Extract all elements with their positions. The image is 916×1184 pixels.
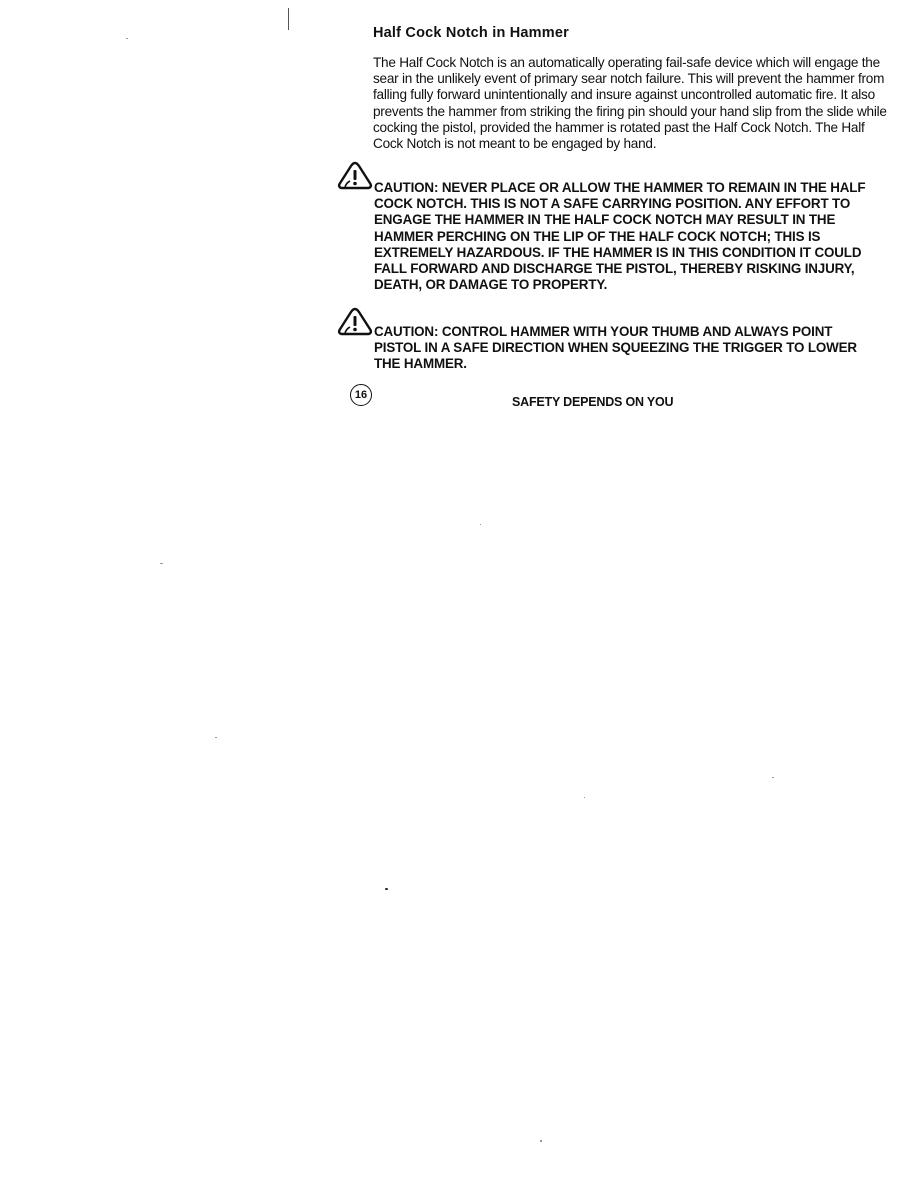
scan-speck — [126, 38, 128, 39]
footer-slogan: SAFETY DEPENDS ON YOU — [512, 395, 674, 409]
warning-triangle-icon — [336, 160, 374, 190]
scan-speck — [540, 1140, 542, 1142]
scan-speck — [480, 524, 481, 525]
scan-speck — [160, 563, 163, 564]
scan-speck — [584, 797, 585, 798]
section-body: The Half Cock Notch is an automatically operating fail-safe device which will engage the sear in the unlikely event of primary sear notch failure. This will prevent the hammer from falling fully forward unintentionally and insure against uncontrolled automatic fire. It also prevents the hammer from striking the firing pin should your hand slip from the slide while cocking the pistol, provided the hammer is rotated past the Half Cock Notch. The Half Cock Notch is not meant to be engaged by hand. — [373, 55, 887, 152]
warning-triangle-icon — [336, 306, 374, 336]
caution-half-cock: CAUTION: NEVER PLACE OR ALLOW THE HAMMER TO REMAIN IN THE HALF COCK NOTCH. THIS IS NOT A SAFE CARRYING POSITION. ANY EFFORT TO ENGAGE THE HAMMER IN THE HALF COCK NOTCH MAY RESULT IN THE HAMMER PERCHING ON THE LIP OF THE HALF COCK NOTCH; THIS IS EXTREMELY HAZARDOUS. IF THE HAMMER IS IN THIS CONDITION IT COULD FALL FORWARD AND DISCHARGE THE PISTOL, THEREBY RISKING INJURY, DEATH, OR DAMAGE TO PROPERTY. — [374, 180, 866, 293]
scan-speck — [385, 888, 388, 890]
section-heading: Half Cock Notch in Hammer — [373, 25, 569, 41]
scan-speck — [215, 737, 217, 738]
margin-mark — [288, 8, 289, 30]
scan-speck — [772, 777, 774, 778]
page-number: 16 — [350, 384, 372, 406]
caution-control-hammer: CAUTION: CONTROL HAMMER WITH YOUR THUMB AND ALWAYS POINT PISTOL IN A SAFE DIRECTION WHEN SQUEEZING THE TRIGGER TO LOWER THE HAMMER. — [374, 324, 857, 372]
